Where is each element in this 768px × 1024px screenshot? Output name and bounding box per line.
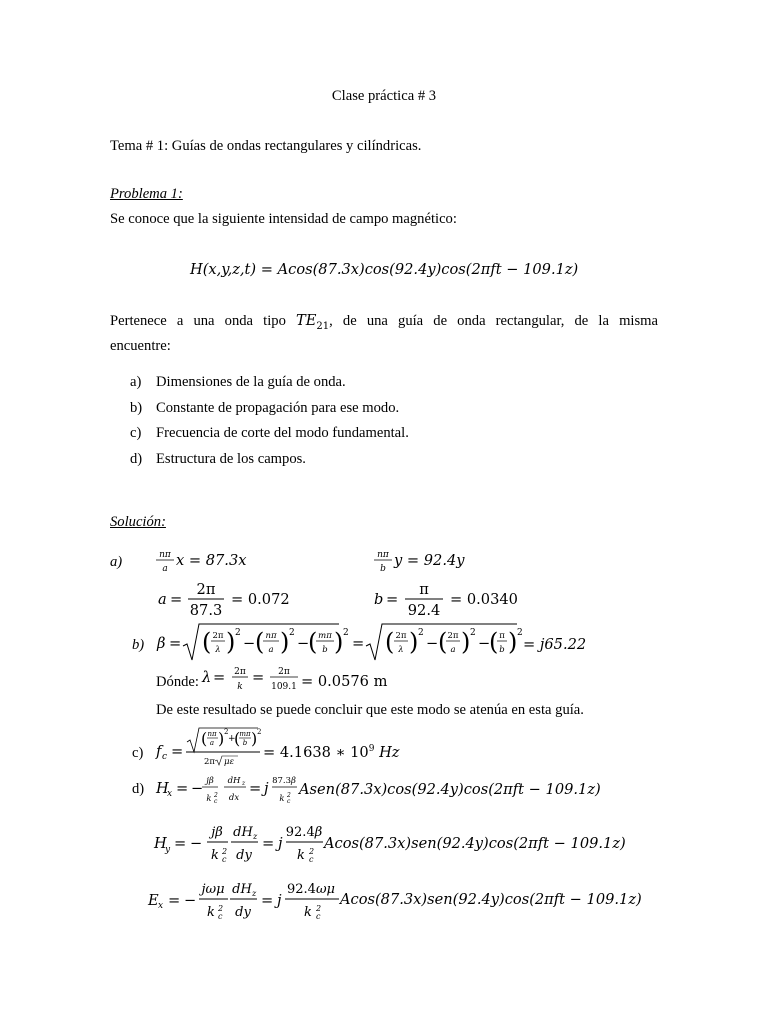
- svg-text:k: k: [211, 848, 219, 863]
- task-label-b: b): [130, 400, 143, 416]
- svg-text:k: k: [206, 794, 212, 804]
- svg-text:92.4ωμ: 92.4ωμ: [286, 882, 336, 897]
- topic-line: Tema # 1: Guías de ondas rectangulares y cilíndricas.: [110, 138, 422, 154]
- eq-lambda-expression: [200, 664, 312, 698]
- svg-text:dH: dH: [232, 882, 252, 897]
- svg-text:b: b: [374, 591, 384, 608]
- eq-hx-expression: [154, 772, 304, 810]
- svg-text:dy: dy: [236, 848, 252, 863]
- svg-text:2: 2: [316, 904, 322, 913]
- svg-text:=: =: [386, 591, 399, 608]
- svg-text:j: j: [278, 835, 283, 852]
- svg-text:2: 2: [214, 792, 218, 799]
- page-title: Clase práctica # 3: [331, 88, 437, 104]
- svg-text:): ): [226, 628, 236, 656]
- svg-text:(: (: [255, 628, 265, 656]
- svg-text:dH: dH: [233, 825, 253, 840]
- svg-text:j: j: [277, 892, 282, 909]
- svg-text:87.3: 87.3: [189, 602, 223, 619]
- svg-text:j: j: [264, 780, 269, 797]
- sol-label-b: b): [132, 637, 145, 653]
- svg-text:(: (: [234, 729, 241, 748]
- svg-text:k: k: [279, 794, 285, 804]
- svg-text:=: =: [176, 780, 189, 797]
- solution-heading: Solución:: [110, 514, 166, 530]
- svg-text:y: y: [165, 845, 171, 855]
- svg-text:2: 2: [309, 847, 315, 856]
- svg-text:(: (: [489, 628, 499, 656]
- svg-text:c: c: [287, 798, 291, 805]
- eq-fc-result: = 4.1638 ∗ $10^9$ Hz: [263, 744, 400, 761]
- svg-text:2: 2: [289, 628, 295, 638]
- svg-text:H: H: [156, 780, 169, 797]
- svg-text:−: −: [478, 635, 491, 652]
- svg-text:(: (: [202, 628, 212, 656]
- eq-a-result: = 0.072: [231, 591, 290, 608]
- svg-text:): ): [334, 628, 344, 656]
- svg-text:=: =: [262, 835, 275, 852]
- svg-text:2π: 2π: [212, 631, 224, 641]
- svg-text:2: 2: [224, 728, 229, 736]
- svg-text:=: =: [168, 892, 181, 909]
- task-label-a: a): [130, 374, 142, 390]
- task-text-a: Dimensiones de la guía de onda.: [156, 374, 346, 390]
- task-text-b: Constante de propagación para ese modo.: [156, 400, 400, 416]
- sol-label-a: a): [110, 554, 123, 570]
- svg-text:2: 2: [517, 628, 523, 638]
- svg-text:2: 2: [218, 904, 224, 913]
- svg-text:2: 2: [418, 628, 424, 638]
- svg-text:a: a: [158, 591, 167, 608]
- svg-text:f: f: [156, 743, 162, 760]
- svg-text:): ): [218, 729, 225, 748]
- svg-text:E: E: [148, 892, 159, 909]
- frac-npi-b: [373, 547, 393, 577]
- svg-text:λ: λ: [398, 645, 404, 655]
- svg-text:2π: 2π: [196, 581, 216, 598]
- svg-text:2: 2: [343, 628, 349, 638]
- eq-b-result: = 0.0340: [450, 591, 518, 608]
- svg-text:): ): [280, 628, 290, 656]
- svg-text:=: =: [261, 892, 274, 909]
- svg-text:c: c: [222, 855, 227, 864]
- svg-text:b: b: [322, 645, 328, 655]
- svg-text:2: 2: [222, 847, 228, 856]
- svg-text:2π: 2π: [278, 667, 290, 677]
- svg-text:c: c: [218, 912, 223, 921]
- svg-text:−: −: [184, 892, 197, 909]
- svg-text:2: 2: [470, 628, 476, 638]
- eq-a1-rhs: x = 87.3x: [176, 552, 247, 569]
- task-label-c: c): [130, 425, 142, 441]
- svg-text:109.1: 109.1: [271, 682, 297, 692]
- problem-heading: Problema 1:: [110, 186, 183, 202]
- intro-text: Se conoce que la siguiente intensidad de campo magnético:: [110, 211, 457, 227]
- svg-text:(: (: [308, 628, 318, 656]
- svg-text:z: z: [253, 832, 258, 841]
- eq-hx-tail: Asen(87.3x)cos(92.4y)cos(2πft − 109.1z): [299, 781, 601, 798]
- svg-text:b: b: [242, 739, 248, 747]
- svg-text:+: +: [228, 734, 236, 744]
- statement-line-1: Pertenece a una onda tipo $TE_{21}$, de una guía de onda rectangular, de la misma: [110, 312, 658, 332]
- frac-npi-a: [155, 547, 175, 577]
- svg-text:nπ: nπ: [265, 631, 277, 641]
- svg-text:b: b: [499, 645, 505, 655]
- svg-text:με: με: [224, 757, 235, 767]
- svg-text:dH: dH: [227, 776, 241, 786]
- svg-text:mπ: mπ: [318, 631, 332, 641]
- svg-text:dx: dx: [228, 793, 240, 803]
- svg-text:2: 2: [235, 628, 241, 638]
- svg-text:2π: 2π: [204, 757, 215, 767]
- svg-text:=: =: [252, 669, 265, 686]
- statement-line-2: encuentre:: [110, 338, 171, 354]
- svg-text:k: k: [207, 905, 215, 920]
- svg-text:−: −: [190, 835, 203, 852]
- svg-text:−: −: [297, 635, 310, 652]
- eq-fc-expression: [154, 724, 262, 770]
- eq-b-fraction: [372, 580, 450, 620]
- svg-text:92.4: 92.4: [407, 602, 441, 619]
- svg-text:λ: λ: [215, 645, 221, 655]
- svg-text:k: k: [297, 848, 305, 863]
- sol-label-d: d): [132, 781, 145, 797]
- svg-text:−: −: [426, 635, 439, 652]
- svg-text:nπ: nπ: [159, 550, 171, 560]
- svg-text:π: π: [499, 631, 505, 641]
- svg-text:2: 2: [257, 728, 262, 736]
- svg-text:2: 2: [287, 792, 291, 799]
- svg-text:jβ: jβ: [211, 825, 223, 840]
- svg-text:(: (: [201, 729, 208, 748]
- svg-text:=: =: [213, 669, 226, 686]
- eq-beta-expression: [155, 620, 535, 664]
- svg-text:c: c: [214, 798, 218, 805]
- donde-label: Dónde:: [156, 674, 199, 690]
- svg-text:jβ: jβ: [206, 776, 214, 786]
- task-text-c: Frecuencia de corte del modo fundamental.: [156, 425, 409, 441]
- svg-text:): ): [409, 628, 419, 656]
- eq-beta-result: = j65.22: [523, 636, 587, 653]
- svg-text:λ: λ: [202, 669, 212, 686]
- svg-text:): ): [461, 628, 471, 656]
- svg-text:=: =: [174, 835, 187, 852]
- svg-text:=: =: [249, 780, 262, 797]
- svg-text:a: a: [209, 739, 215, 747]
- svg-text:a: a: [450, 645, 456, 655]
- svg-text:dy: dy: [235, 905, 251, 920]
- svg-text:): ): [508, 628, 518, 656]
- svg-text:c: c: [162, 752, 168, 762]
- mode-te: TE: [296, 312, 317, 329]
- main-field-equation: H(x,y,z,t) = Acos(87.3x)cos(92.4y)cos(2πft − 109.1z): [190, 261, 579, 278]
- svg-text:H: H: [154, 835, 167, 852]
- eq-hy-tail: Acos(87.3x)sen(92.4y)cos(2πft − 109.1z): [324, 835, 626, 852]
- svg-text:nπ: nπ: [377, 550, 389, 560]
- svg-text:z: z: [242, 780, 246, 787]
- svg-text:β: β: [157, 635, 166, 652]
- svg-text:−: −: [191, 780, 204, 797]
- conclusion-text: De este resultado se puede concluir que este modo se atenúa en esta guía.: [156, 702, 584, 718]
- eq-lambda-result: = 0.0576 m: [301, 673, 388, 690]
- svg-text:): ): [251, 729, 258, 748]
- svg-text:c: c: [309, 855, 314, 864]
- sol-label-c: c): [132, 745, 144, 761]
- svg-text:a: a: [268, 645, 274, 655]
- svg-text:=: =: [169, 635, 182, 652]
- svg-text:2π: 2π: [447, 631, 459, 641]
- svg-text:2π: 2π: [395, 631, 407, 641]
- svg-text:k: k: [237, 682, 243, 692]
- svg-text:=: =: [170, 591, 183, 608]
- svg-text:(: (: [438, 628, 448, 656]
- svg-text:=: =: [352, 635, 365, 652]
- svg-text:mπ: mπ: [239, 730, 251, 738]
- svg-text:(: (: [385, 628, 395, 656]
- task-text-d: Estructura de los campos.: [156, 451, 306, 467]
- svg-text:b: b: [380, 564, 386, 574]
- svg-text:z: z: [252, 889, 257, 898]
- svg-text:−: −: [243, 635, 256, 652]
- svg-text:jωμ: jωμ: [201, 882, 225, 897]
- svg-text:x: x: [167, 789, 173, 799]
- svg-text:a: a: [162, 564, 168, 574]
- svg-text:x: x: [158, 901, 164, 911]
- eq-a2-rhs: y = 92.4y: [394, 552, 465, 569]
- eq-ex-tail: Acos(87.3x)sen(92.4y)cos(2πft − 109.1z): [340, 891, 642, 908]
- eq-ex-expression: [146, 877, 342, 923]
- svg-text:92.4β: 92.4β: [285, 825, 323, 840]
- eq-hy-expression: [152, 822, 324, 866]
- svg-text:=: =: [171, 743, 184, 760]
- svg-text:π: π: [419, 581, 429, 598]
- eq-a-fraction: [156, 580, 230, 620]
- svg-text:2π: 2π: [234, 667, 246, 677]
- svg-text:nπ: nπ: [207, 730, 217, 738]
- svg-text:87.3β: 87.3β: [272, 776, 296, 786]
- svg-text:c: c: [316, 912, 321, 921]
- task-label-d: d): [130, 451, 143, 467]
- mode-subscript: 21: [316, 320, 330, 332]
- svg-text:k: k: [304, 905, 312, 920]
